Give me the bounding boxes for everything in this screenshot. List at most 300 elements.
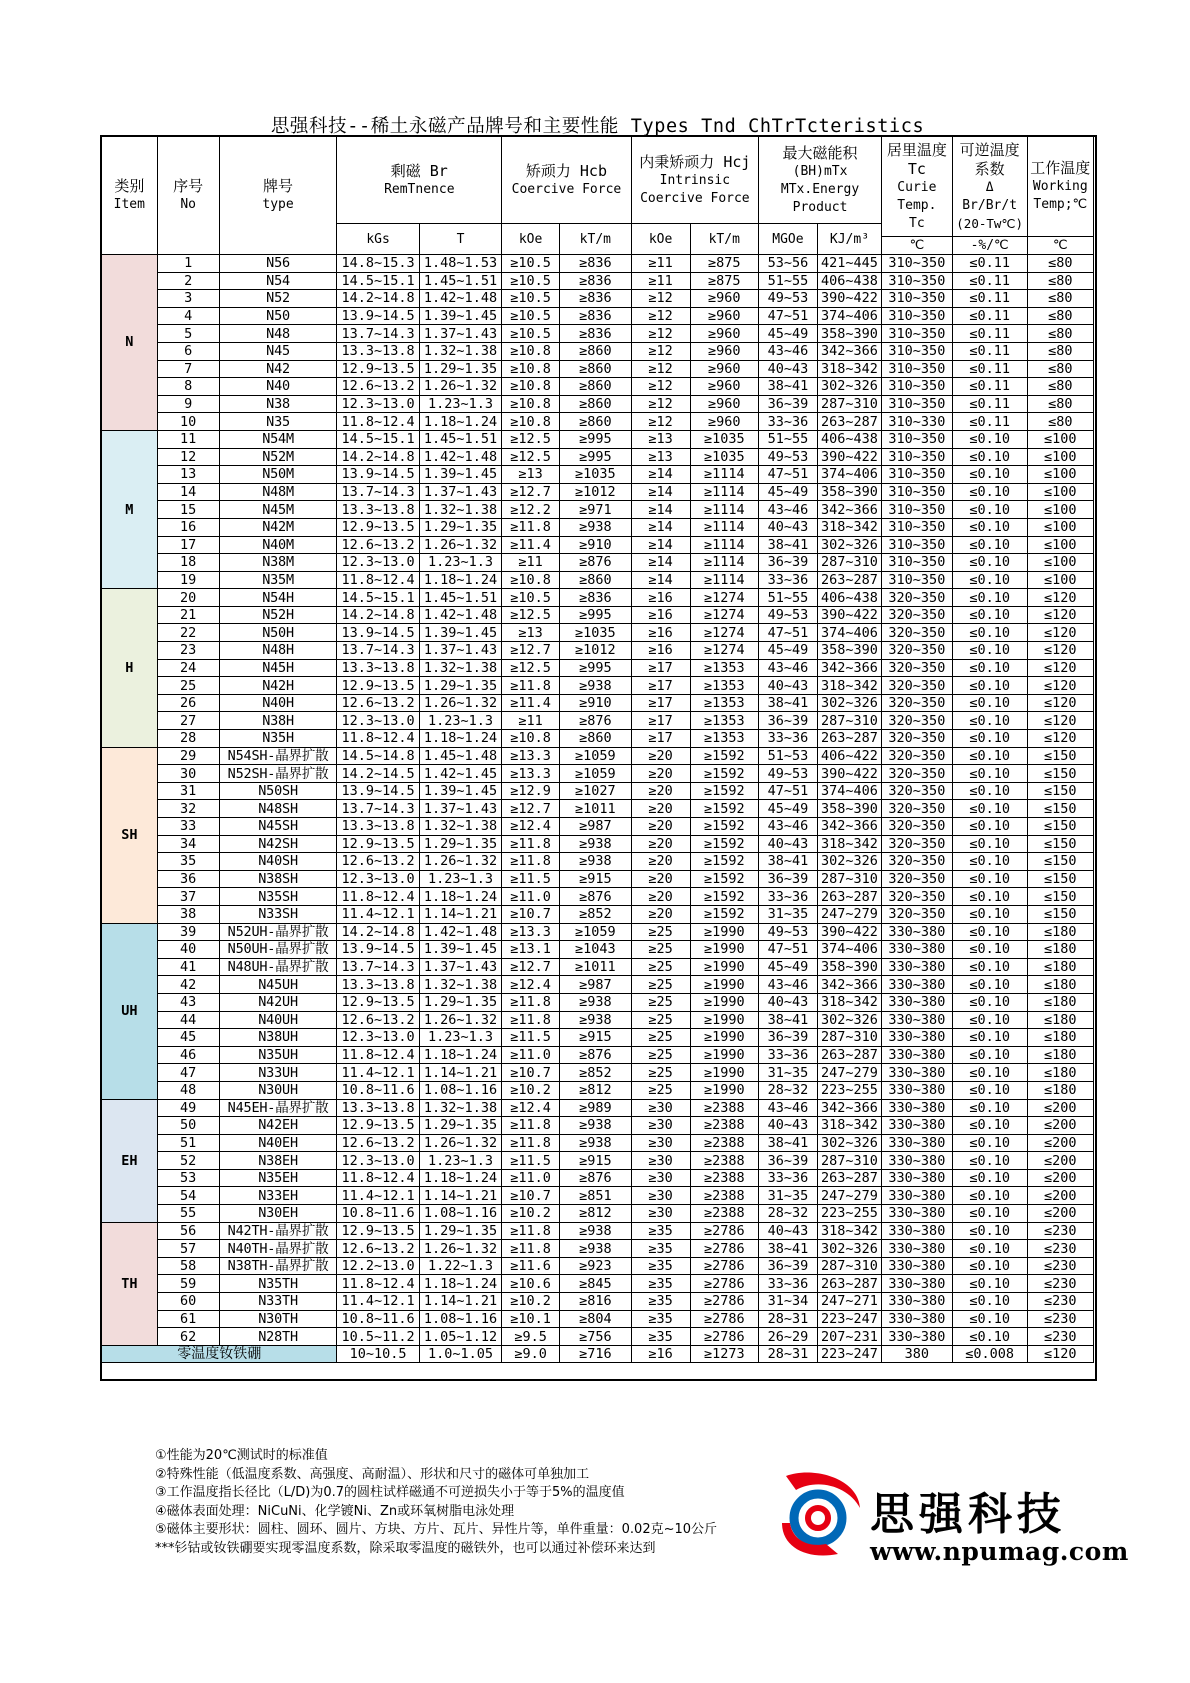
- property-value: ≥12: [631, 378, 690, 396]
- grade-name: N35H: [219, 730, 337, 748]
- table-row: [102, 1134, 1094, 1152]
- property-value: ≥1592: [690, 853, 758, 871]
- property-value: ≥35: [631, 1310, 690, 1328]
- property-value: 47~51: [759, 941, 818, 959]
- table-row: [102, 554, 1094, 572]
- row-number: 6: [157, 342, 219, 360]
- property-value: ≥995: [559, 448, 631, 466]
- row-number: 3: [157, 290, 219, 308]
- property-value: ≤0.10: [952, 1134, 1027, 1152]
- property-value: ≤120: [1027, 659, 1093, 677]
- property-value: 310~350: [882, 501, 953, 519]
- property-value: ≤80: [1027, 342, 1093, 360]
- property-value: ≤0.10: [952, 536, 1027, 554]
- property-value: ≥11.8: [502, 677, 560, 695]
- note-line: ④磁体表面处理：NiCuNi、化学镀Ni、Zn或环氧树脂电泳处理: [155, 1503, 515, 1519]
- property-value: 374~406: [817, 307, 881, 325]
- property-value: 12.9~13.5: [337, 518, 419, 536]
- property-value: 33~36: [759, 1275, 818, 1293]
- row-number: 62: [157, 1328, 219, 1346]
- row-number: 19: [157, 571, 219, 589]
- property-value: 1.14~1.21: [419, 1293, 501, 1311]
- table-row: [102, 1099, 1094, 1117]
- property-value: ≥1990: [690, 923, 758, 941]
- grade-name: N50SH: [219, 782, 337, 800]
- category-cell: SH: [102, 747, 158, 923]
- property-value: 45~49: [759, 800, 818, 818]
- property-value: 318~342: [817, 1117, 881, 1135]
- table-row: [102, 835, 1094, 853]
- property-value: ≤0.10: [952, 624, 1027, 642]
- grade-name: N33EH: [219, 1187, 337, 1205]
- property-value: ≥14: [631, 466, 690, 484]
- property-value: ≥960: [690, 325, 758, 343]
- grade-name: N40TH-晶界扩散: [219, 1240, 337, 1258]
- property-value: ≤0.10: [952, 554, 1027, 572]
- property-value: ≥2388: [690, 1205, 758, 1223]
- grade-name: N48SH: [219, 800, 337, 818]
- property-value: 13.9~14.5: [337, 941, 419, 959]
- grade-name: N45UH: [219, 976, 337, 994]
- property-value: 33~36: [759, 413, 818, 431]
- property-value: 330~380: [882, 1064, 953, 1082]
- property-value: ≤0.11: [952, 272, 1027, 290]
- row-number: 52: [157, 1152, 219, 1170]
- unit-curie-celsius: ℃: [882, 237, 953, 255]
- property-value: ≥860: [559, 342, 631, 360]
- property-value: ≥17: [631, 694, 690, 712]
- property-value: 342~366: [817, 818, 881, 836]
- property-value: 374~406: [817, 466, 881, 484]
- row-number: 11: [157, 430, 219, 448]
- property-value: ≤0.10: [952, 1328, 1027, 1346]
- property-value: ≥960: [690, 290, 758, 308]
- property-value: ≤0.11: [952, 342, 1027, 360]
- table-row: [102, 888, 1094, 906]
- property-value: 49~53: [759, 923, 818, 941]
- row-number: 16: [157, 518, 219, 536]
- table-row: [102, 642, 1094, 660]
- property-value: ≥1035: [690, 448, 758, 466]
- property-value: ≤120: [1027, 730, 1093, 748]
- property-value: 320~350: [882, 800, 953, 818]
- property-value: ≤150: [1027, 818, 1093, 836]
- row-number: 30: [157, 765, 219, 783]
- property-value: 330~380: [882, 1134, 953, 1152]
- property-value: 406~422: [817, 747, 881, 765]
- property-value: ≥876: [559, 888, 631, 906]
- property-value: 43~46: [759, 976, 818, 994]
- row-number: 33: [157, 818, 219, 836]
- property-value: ≥2786: [690, 1293, 758, 1311]
- row-number: 46: [157, 1046, 219, 1064]
- property-value: ≥1035: [559, 624, 631, 642]
- grade-name: N33TH: [219, 1293, 337, 1311]
- property-value: ≤0.11: [952, 395, 1027, 413]
- property-value: 1.32~1.38: [419, 501, 501, 519]
- row-number: 31: [157, 782, 219, 800]
- property-value: ≤230: [1027, 1328, 1093, 1346]
- property-value: ≤0.10: [952, 747, 1027, 765]
- table-row: [102, 272, 1094, 290]
- property-value: ≤100: [1027, 430, 1093, 448]
- table-row: [102, 1310, 1094, 1328]
- property-value: ≥836: [559, 272, 631, 290]
- property-value: ≥1274: [690, 642, 758, 660]
- notes-list: [155, 1447, 765, 1559]
- property-value: ≥14: [631, 571, 690, 589]
- property-value: ≥14: [631, 554, 690, 572]
- property-value: ≥960: [690, 307, 758, 325]
- property-value: ≥25: [631, 1011, 690, 1029]
- property-value: ≥11.8: [502, 1011, 560, 1029]
- row-number: 9: [157, 395, 219, 413]
- grade-name: N30TH: [219, 1310, 337, 1328]
- property-value: ≥1114: [690, 571, 758, 589]
- property-value: ≥860: [559, 730, 631, 748]
- property-value: 1.14~1.21: [419, 1187, 501, 1205]
- header-intrinsic-coercivity: 内秉矫顽力 Hcj Intrinsic Coercive Force: [631, 137, 758, 224]
- property-value: ≤0.10: [952, 694, 1027, 712]
- grade-name: N45H: [219, 659, 337, 677]
- property-value: 310~330: [882, 413, 953, 431]
- property-value: 12.6~13.2: [337, 536, 419, 554]
- property-value: ≥17: [631, 712, 690, 730]
- property-value: ≥938: [559, 518, 631, 536]
- row-number: 48: [157, 1081, 219, 1099]
- property-value: ≤100: [1027, 536, 1093, 554]
- table-row: [102, 1293, 1094, 1311]
- property-value: ≤0.10: [952, 677, 1027, 695]
- property-value: ≥12.7: [502, 642, 560, 660]
- row-number: 4: [157, 307, 219, 325]
- property-value: ≥25: [631, 941, 690, 959]
- property-value: 330~380: [882, 1117, 953, 1135]
- property-value: ≥12.5: [502, 430, 560, 448]
- table-row: [102, 800, 1094, 818]
- property-value: 263~287: [817, 1046, 881, 1064]
- property-value: ≤80: [1027, 325, 1093, 343]
- property-value: ≥1990: [690, 993, 758, 1011]
- property-value: 330~380: [882, 1046, 953, 1064]
- property-value: ≤100: [1027, 448, 1093, 466]
- property-value: 14.2~14.5: [337, 765, 419, 783]
- grade-name: N40: [219, 378, 337, 396]
- header-reversible-temp-coef: 可逆温度系数 Δ Br/Br/t (20-Tw℃): [952, 137, 1027, 237]
- property-value: 43~46: [759, 659, 818, 677]
- property-value: ≤80: [1027, 413, 1093, 431]
- property-value: ≥16: [631, 1345, 690, 1363]
- property-value: ≥989: [559, 1099, 631, 1117]
- property-value: ≤0.10: [952, 589, 1027, 607]
- header-curie-temp: 居里温度 Tc Curie Temp. Tc: [882, 137, 953, 237]
- property-value: ≥2786: [690, 1240, 758, 1258]
- grade-name: N42H: [219, 677, 337, 695]
- property-value: ≥11.5: [502, 1152, 560, 1170]
- property-value: 12.6~13.2: [337, 1011, 419, 1029]
- property-value: ≥1012: [559, 483, 631, 501]
- property-value: 320~350: [882, 747, 953, 765]
- property-value: 14.2~14.8: [337, 290, 419, 308]
- property-value: ≥14: [631, 501, 690, 519]
- note-line: ⑤磁体主要形状：圆柱、圆环、圆片、方块、方片、瓦片、异性片等，单件重量：0.02克~10公斤: [155, 1522, 718, 1538]
- property-value: 11.4~12.1: [337, 1187, 419, 1205]
- property-value: 310~350: [882, 360, 953, 378]
- property-value: ≥11.0: [502, 1046, 560, 1064]
- property-value: ≤120: [1027, 712, 1093, 730]
- category-cell: H: [102, 589, 158, 747]
- property-value: ≥1592: [690, 765, 758, 783]
- property-value: 38~41: [759, 536, 818, 554]
- property-value: 330~380: [882, 1169, 953, 1187]
- property-value: ≥12: [631, 307, 690, 325]
- property-value: 374~406: [817, 941, 881, 959]
- property-value: 10~10.5: [337, 1345, 419, 1363]
- property-value: ≤230: [1027, 1293, 1093, 1311]
- property-value: ≥938: [559, 1117, 631, 1135]
- property-value: ≥14: [631, 483, 690, 501]
- table-row: [102, 518, 1094, 536]
- row-number: 26: [157, 694, 219, 712]
- row-number: 56: [157, 1222, 219, 1240]
- property-value: 330~380: [882, 1187, 953, 1205]
- property-value: ≤180: [1027, 1029, 1093, 1047]
- property-value: 320~350: [882, 712, 953, 730]
- property-value: ≥2786: [690, 1275, 758, 1293]
- property-value: 10.8~11.6: [337, 1081, 419, 1099]
- row-number: 10: [157, 413, 219, 431]
- property-value: ≤180: [1027, 993, 1093, 1011]
- property-value: 342~366: [817, 976, 881, 994]
- grade-name: N45M: [219, 501, 337, 519]
- property-value: ≤0.10: [952, 1187, 1027, 1205]
- property-value: ≤0.10: [952, 853, 1027, 871]
- grade-name: N52H: [219, 606, 337, 624]
- property-value: 1.26~1.32: [419, 694, 501, 712]
- property-value: ≥20: [631, 853, 690, 871]
- table-row: [102, 870, 1094, 888]
- property-value: 43~46: [759, 1099, 818, 1117]
- property-value: ≥10.2: [502, 1205, 560, 1223]
- property-value: 1.32~1.38: [419, 818, 501, 836]
- property-value: 40~43: [759, 993, 818, 1011]
- property-value: ≥25: [631, 1046, 690, 1064]
- property-value: ≥938: [559, 853, 631, 871]
- table-row: [102, 905, 1094, 923]
- property-value: 1.39~1.45: [419, 624, 501, 642]
- property-value: 33~36: [759, 571, 818, 589]
- row-number: 50: [157, 1117, 219, 1135]
- property-value: 330~380: [882, 1205, 953, 1223]
- property-value: 12.9~13.5: [337, 677, 419, 695]
- property-value: ≤0.11: [952, 255, 1027, 273]
- property-value: 11.8~12.4: [337, 413, 419, 431]
- property-value: ≤0.10: [952, 870, 1027, 888]
- property-value: ≤120: [1027, 624, 1093, 642]
- property-value: ≥875: [690, 272, 758, 290]
- property-value: ≤0.11: [952, 290, 1027, 308]
- unit-kjm3: KJ/m³: [817, 224, 881, 255]
- property-value: ≥836: [559, 307, 631, 325]
- property-value: 51~55: [759, 272, 818, 290]
- property-value: ≥12.7: [502, 958, 560, 976]
- table-row: [102, 307, 1094, 325]
- table-row: [102, 624, 1094, 642]
- property-value: 310~350: [882, 290, 953, 308]
- property-value: ≥10.5: [502, 589, 560, 607]
- property-value: ≤0.10: [952, 466, 1027, 484]
- property-value: ≥14: [631, 536, 690, 554]
- grade-name: N38: [219, 395, 337, 413]
- property-value: 263~287: [817, 571, 881, 589]
- property-value: 1.29~1.35: [419, 1117, 501, 1135]
- property-value: ≥13.3: [502, 747, 560, 765]
- property-value: ≤0.10: [952, 1240, 1027, 1258]
- property-value: 302~326: [817, 694, 881, 712]
- property-value: ≤0.10: [952, 818, 1027, 836]
- property-value: ≥12.4: [502, 818, 560, 836]
- unit-ktm-hcb: kT/m: [559, 224, 631, 255]
- property-value: ≤0.10: [952, 730, 1027, 748]
- property-value: ≥2786: [690, 1310, 758, 1328]
- property-value: 28~32: [759, 1205, 818, 1223]
- property-value: 14.8~15.3: [337, 255, 419, 273]
- property-value: 1.14~1.21: [419, 905, 501, 923]
- property-value: 45~49: [759, 642, 818, 660]
- property-value: 310~350: [882, 483, 953, 501]
- property-value: 14.2~14.8: [337, 448, 419, 466]
- property-value: 330~380: [882, 1029, 953, 1047]
- property-value: ≤200: [1027, 1169, 1093, 1187]
- property-value: ≥804: [559, 1310, 631, 1328]
- table-row: [102, 255, 1094, 273]
- property-value: 330~380: [882, 941, 953, 959]
- row-number: 47: [157, 1064, 219, 1082]
- property-value: 38~41: [759, 853, 818, 871]
- property-value: ≥756: [559, 1328, 631, 1346]
- grade-name: N50M: [219, 466, 337, 484]
- property-value: 12.3~13.0: [337, 1029, 419, 1047]
- property-value: ≤230: [1027, 1222, 1093, 1240]
- property-value: ≥1353: [690, 677, 758, 695]
- row-number: 5: [157, 325, 219, 343]
- table-row: [102, 325, 1094, 343]
- property-value: ≤120: [1027, 694, 1093, 712]
- property-value: ≥812: [559, 1205, 631, 1223]
- property-value: ≤0.10: [952, 1275, 1027, 1293]
- property-value: ≥11.4: [502, 536, 560, 554]
- property-value: ≤150: [1027, 905, 1093, 923]
- property-value: 406~438: [817, 272, 881, 290]
- property-value: 263~287: [817, 1275, 881, 1293]
- property-value: ≥995: [559, 430, 631, 448]
- property-value: 1.45~1.51: [419, 272, 501, 290]
- row-number: 59: [157, 1275, 219, 1293]
- grade-name: N48M: [219, 483, 337, 501]
- property-value: 12.9~13.5: [337, 835, 419, 853]
- row-number: 43: [157, 993, 219, 1011]
- property-value: ≥13: [502, 624, 560, 642]
- property-value: ≥1353: [690, 659, 758, 677]
- property-value: 1.18~1.24: [419, 571, 501, 589]
- property-value: ≤100: [1027, 554, 1093, 572]
- property-value: ≥11.8: [502, 518, 560, 536]
- property-value: ≥35: [631, 1328, 690, 1346]
- property-value: ≥2388: [690, 1152, 758, 1170]
- property-value: ≤180: [1027, 941, 1093, 959]
- property-value: ≤150: [1027, 765, 1093, 783]
- property-value: ≤0.10: [952, 430, 1027, 448]
- property-value: ≥716: [559, 1345, 631, 1363]
- table-row: [102, 1011, 1094, 1029]
- property-value: ≥25: [631, 923, 690, 941]
- property-value: ≤180: [1027, 1064, 1093, 1082]
- grade-name: N45EH-晶界扩散: [219, 1099, 337, 1117]
- grade-name: N52: [219, 290, 337, 308]
- property-value: ≤0.10: [952, 1081, 1027, 1099]
- property-value: 1.48~1.53: [419, 255, 501, 273]
- property-value: 287~310: [817, 712, 881, 730]
- property-value: 12.6~13.2: [337, 378, 419, 396]
- table-row: [102, 589, 1094, 607]
- property-value: ≤120: [1027, 1345, 1093, 1363]
- property-value: ≥1059: [559, 747, 631, 765]
- table-row: [102, 747, 1094, 765]
- property-value: ≥875: [690, 255, 758, 273]
- property-value: ≥971: [559, 501, 631, 519]
- table-body: [102, 255, 1094, 1363]
- property-value: ≤180: [1027, 1011, 1093, 1029]
- unit-mgoe: MGOe: [759, 224, 818, 255]
- table-row: [102, 694, 1094, 712]
- property-value: 287~310: [817, 1029, 881, 1047]
- row-number: 51: [157, 1134, 219, 1152]
- property-value: 390~422: [817, 448, 881, 466]
- property-value: ≤180: [1027, 1046, 1093, 1064]
- property-value: 1.42~1.48: [419, 290, 501, 308]
- table-row: [102, 1029, 1094, 1047]
- property-value: ≥938: [559, 677, 631, 695]
- property-value: 320~350: [882, 888, 953, 906]
- row-number: 28: [157, 730, 219, 748]
- property-value: 302~326: [817, 378, 881, 396]
- property-value: 12.6~13.2: [337, 694, 419, 712]
- property-value: ≥13.1: [502, 941, 560, 959]
- property-value: ≥910: [559, 536, 631, 554]
- property-value: ≥2388: [690, 1134, 758, 1152]
- property-value: 1.29~1.35: [419, 518, 501, 536]
- property-value: ≥860: [559, 571, 631, 589]
- property-value: ≥12.9: [502, 782, 560, 800]
- property-value: 31~35: [759, 1064, 818, 1082]
- table-row: [102, 1328, 1094, 1346]
- property-value: 40~43: [759, 677, 818, 695]
- property-value: 49~53: [759, 606, 818, 624]
- grade-name: N48: [219, 325, 337, 343]
- property-value: ≥1114: [690, 554, 758, 572]
- property-value: ≥17: [631, 659, 690, 677]
- property-value: ≤180: [1027, 923, 1093, 941]
- table-row: [102, 765, 1094, 783]
- property-value: 28~31: [759, 1345, 818, 1363]
- property-value: ≥1990: [690, 941, 758, 959]
- property-value: ≥1990: [690, 1046, 758, 1064]
- property-value: ≥851: [559, 1187, 631, 1205]
- property-value: ≥30: [631, 1169, 690, 1187]
- property-value: ≥2388: [690, 1099, 758, 1117]
- property-value: 12.3~13.0: [337, 395, 419, 413]
- property-value: ≥1592: [690, 888, 758, 906]
